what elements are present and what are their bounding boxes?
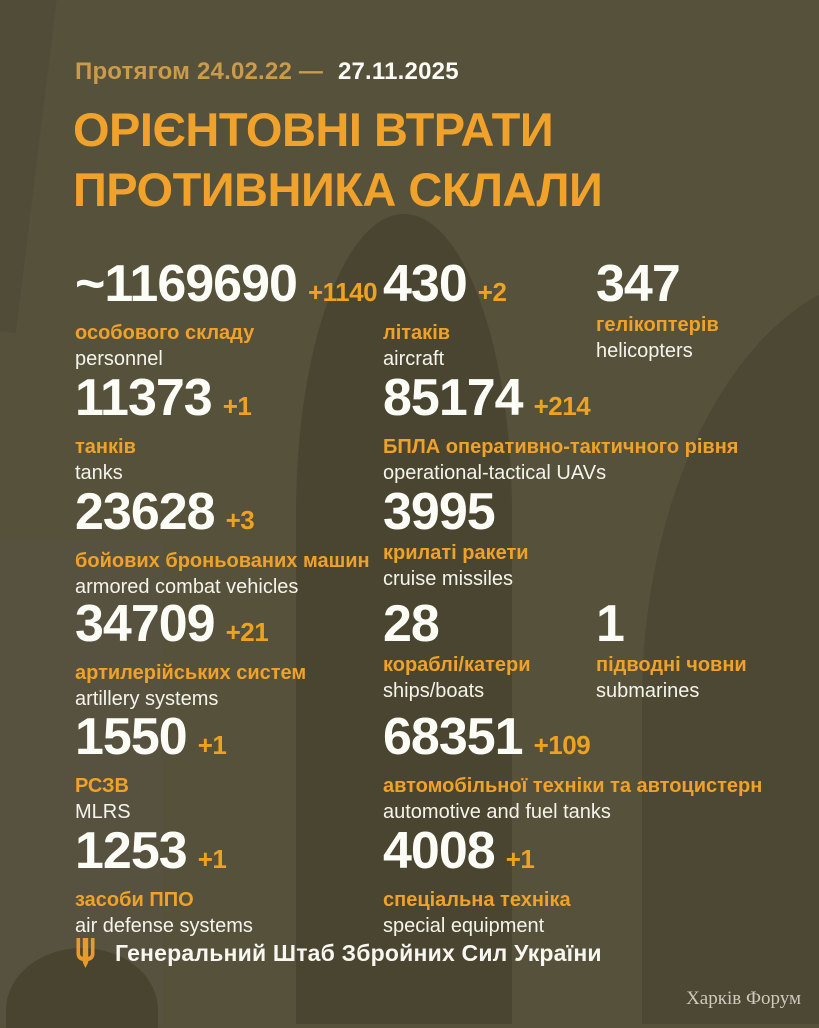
stat-label-uk: артилерійських систем <box>75 662 307 684</box>
stat-label-en: special equipment <box>383 915 545 937</box>
stat-value: 34709 <box>75 595 215 653</box>
source-text: Генеральний Штаб Збройних Сил України <box>115 939 602 966</box>
stat-label-uk: РСЗВ <box>75 775 129 797</box>
date-range-end: 27.11.2025 <box>337 58 459 85</box>
page-title-line1: ОРІЄНТОВНІ ВТРАТИ <box>73 103 554 156</box>
stat-label-uk: літаків <box>383 322 451 344</box>
stat-delta: +1140 <box>307 277 378 307</box>
stat-label-uk: гелікоптерів <box>596 314 719 336</box>
stat-delta: +1 <box>197 844 227 874</box>
stat-delta: +109 <box>533 730 591 760</box>
stat-label-uk: танків <box>75 436 136 458</box>
stat-delta: +214 <box>533 391 591 421</box>
stat-label-en: ships/boats <box>383 680 485 702</box>
stat-label-en: automotive and fuel tanks <box>383 801 611 823</box>
stat-label-uk: засоби ППО <box>75 889 194 911</box>
stat-value: 1550 <box>75 708 187 766</box>
stat-label-en: tanks <box>75 462 123 484</box>
stat-label-uk: спеціальна техніка <box>383 889 571 911</box>
stat-air-defense <box>75 822 253 939</box>
stat-value: 3995 <box>383 483 495 541</box>
stat-label-en: personnel <box>75 348 163 370</box>
stat-automotive-fuel-tanks <box>383 708 763 825</box>
page-title-line2: ПРОТИВНИКА СКЛАЛИ <box>73 163 603 216</box>
stat-delta: +1 <box>222 391 252 421</box>
stat-value: 430 <box>383 255 467 313</box>
stat-value: 4008 <box>383 822 495 880</box>
stat-label-en: helicopters <box>596 340 693 362</box>
stat-helicopters <box>596 255 719 364</box>
stat-label-en: armored combat vehicles <box>75 576 299 598</box>
stat-armored-combat-vehicles <box>75 483 370 600</box>
stat-value: 11373 <box>75 369 212 427</box>
stat-label-uk: особового складу <box>75 322 255 344</box>
stat-tanks <box>75 369 252 486</box>
stat-label-en: submarines <box>596 680 700 702</box>
stat-cruise-missiles <box>383 483 529 592</box>
stat-value: ~1169690 <box>75 255 297 313</box>
stat-value: 28 <box>383 595 439 653</box>
stat-ships-boats <box>383 595 531 704</box>
stat-label-uk: автомобільної техніки та автоцистерн <box>383 775 763 797</box>
stat-label-en: cruise missiles <box>383 568 514 590</box>
stat-value: 1253 <box>75 822 187 880</box>
stat-label-en: operational-tactical UAVs <box>383 462 607 484</box>
stat-uavs <box>383 369 739 486</box>
stat-submarines <box>596 595 747 704</box>
date-range <box>75 58 459 86</box>
stat-mlrs <box>75 708 227 825</box>
stat-special-equipment <box>383 822 571 939</box>
stat-delta: +2 <box>477 277 507 307</box>
stat-label-uk: крилаті ракети <box>383 542 529 564</box>
stat-artillery-systems <box>75 595 307 712</box>
stat-aircraft <box>383 255 507 372</box>
stat-label-uk: бойових броньованих машин <box>75 550 370 572</box>
stat-value: 23628 <box>75 483 215 541</box>
watermark: Харків Форум <box>686 988 801 1009</box>
date-range-prefix: Протягом 24.02.22 — <box>75 58 324 85</box>
stat-value: 347 <box>596 255 680 313</box>
stat-label-uk: підводні човни <box>596 654 747 676</box>
page-title <box>73 100 602 220</box>
stat-label-en: MLRS <box>75 801 131 823</box>
stat-label-uk: кораблі/катери <box>383 654 531 676</box>
stat-delta: +21 <box>225 617 269 647</box>
stat-delta: +3 <box>225 505 255 535</box>
stat-label-en: aircraft <box>383 348 445 370</box>
stat-value: 1 <box>596 595 624 653</box>
stat-label-en: artillery systems <box>75 688 219 710</box>
stat-label-uk: БПЛА оперативно-тактичного рівня <box>383 436 739 458</box>
stat-value: 68351 <box>383 708 523 766</box>
stat-label-en: air defense systems <box>75 915 253 937</box>
stat-delta: +1 <box>197 730 227 760</box>
source-attribution <box>75 938 602 968</box>
stat-delta: +1 <box>505 844 535 874</box>
ukraine-tryzub-icon <box>75 938 96 968</box>
stat-value: 85174 <box>383 369 523 427</box>
stat-personnel <box>75 255 378 372</box>
